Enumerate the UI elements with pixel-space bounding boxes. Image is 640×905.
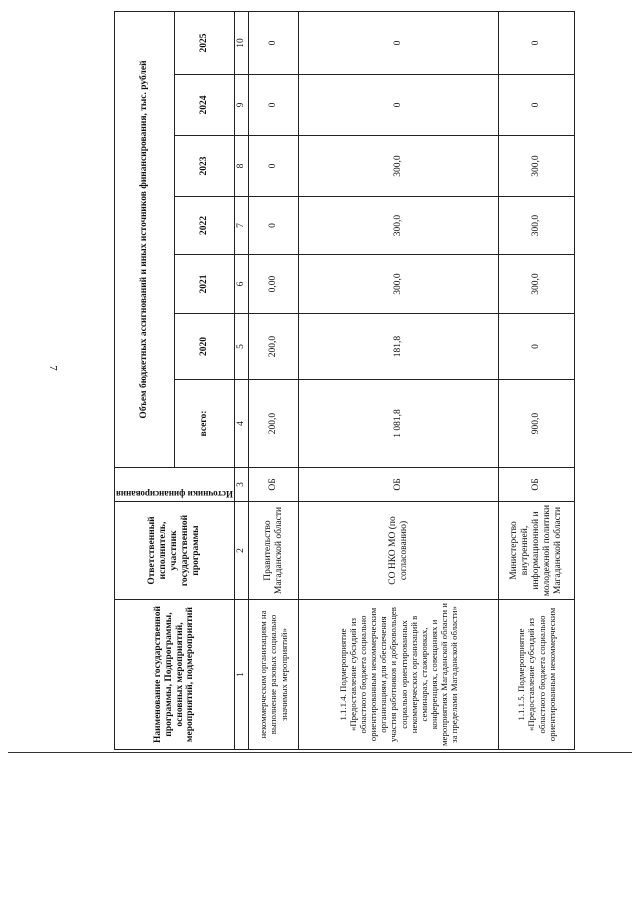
row-value-2024: 0 [499, 75, 575, 136]
row-value-2021: 300,0 [299, 255, 499, 314]
row-total: 200,0 [249, 380, 299, 468]
row-executor: СО НКО МО (по согласованию) [299, 502, 499, 600]
row-value-2023: 300,0 [499, 136, 575, 197]
header-total: всего: [175, 380, 235, 468]
header-year-2024: 2024 [175, 75, 235, 136]
row-name: некоммерческим организациям на выполнение разовых социально значимых мероприятий» [249, 600, 299, 750]
row-name: 1.1.1.5. Подмероприятие «Предоставление субсидий из областного бюджета социально ориентированным некоммерческим [499, 600, 575, 750]
table-row [499, 11, 575, 749]
header-source-text: Источники финансирования [116, 489, 233, 499]
header-name: Наименование государственной программы, Подпрограммы, основных мероприятий, мероприятий, подмероприятий [115, 600, 235, 750]
row-source: ОБ [299, 468, 499, 502]
row-value-2025: 0 [299, 11, 499, 74]
row-source: ОБ [499, 468, 575, 502]
header-source [115, 468, 235, 502]
col-number: 7 [235, 197, 249, 255]
col-number: 5 [235, 314, 249, 380]
table-row [249, 11, 299, 749]
row-value-2021: 300,0 [499, 255, 575, 314]
col-number: 9 [235, 75, 249, 136]
col-number: 1 [235, 600, 249, 750]
row-total: 1 081,8 [299, 380, 499, 468]
row-value-2020: 0 [499, 314, 575, 380]
row-executor: Правительство Магаданской области [249, 502, 299, 600]
row-value-2023: 300,0 [299, 136, 499, 197]
row-value-2020: 181,8 [299, 314, 499, 380]
rotated-table-wrapper [114, 12, 563, 750]
row-value-2025: 0 [499, 11, 575, 74]
row-value-2020: 200,0 [249, 314, 299, 380]
col-number: 4 [235, 380, 249, 468]
header-group: Объем бюджетных ассигнований и иных источников финансирования, тыс. рублей [115, 11, 175, 467]
row-name: 1.1.1.4. Подмероприятие «Предоставление субсидий из областного бюджета социально ориентированным некоммерческим организациям для обеспечения участия работников и добровольцев социально ориентированных некоммерческих организаций в семинарах, стажировках, конференциях, совещаниях и мероприятиях Магаданской области и за пределами Магаданской области» [299, 600, 499, 750]
col-number: 3 [235, 468, 249, 502]
row-value-2025: 0 [249, 11, 299, 74]
footer-rule [8, 752, 632, 753]
header-year-2020: 2020 [175, 314, 235, 380]
header-executor: Ответственный исполнитель, участник государственной программы [115, 502, 235, 600]
col-number: 8 [235, 136, 249, 197]
row-total: 900,0 [499, 380, 575, 468]
header-year-2025: 2025 [175, 11, 235, 74]
header-year-2021: 2021 [175, 255, 235, 314]
row-source: ОБ [249, 468, 299, 502]
funding-table [114, 11, 575, 750]
col-number: 6 [235, 255, 249, 314]
header-year-2023: 2023 [175, 136, 235, 197]
row-value-2022: 0 [249, 197, 299, 255]
row-value-2023: 0 [249, 136, 299, 197]
col-number: 10 [235, 11, 249, 74]
row-value-2024: 0 [249, 75, 299, 136]
row-value-2022: 300,0 [299, 197, 499, 255]
table-row [299, 11, 499, 749]
page-number: 7 [46, 365, 59, 371]
row-value-2022: 300,0 [499, 197, 575, 255]
col-number: 2 [235, 502, 249, 600]
row-executor: Министерство внутренней, информационной и молодежной политики Магаданской области [499, 502, 575, 600]
row-value-2021: 0,00 [249, 255, 299, 314]
header-year-2022: 2022 [175, 197, 235, 255]
row-value-2024: 0 [299, 75, 499, 136]
